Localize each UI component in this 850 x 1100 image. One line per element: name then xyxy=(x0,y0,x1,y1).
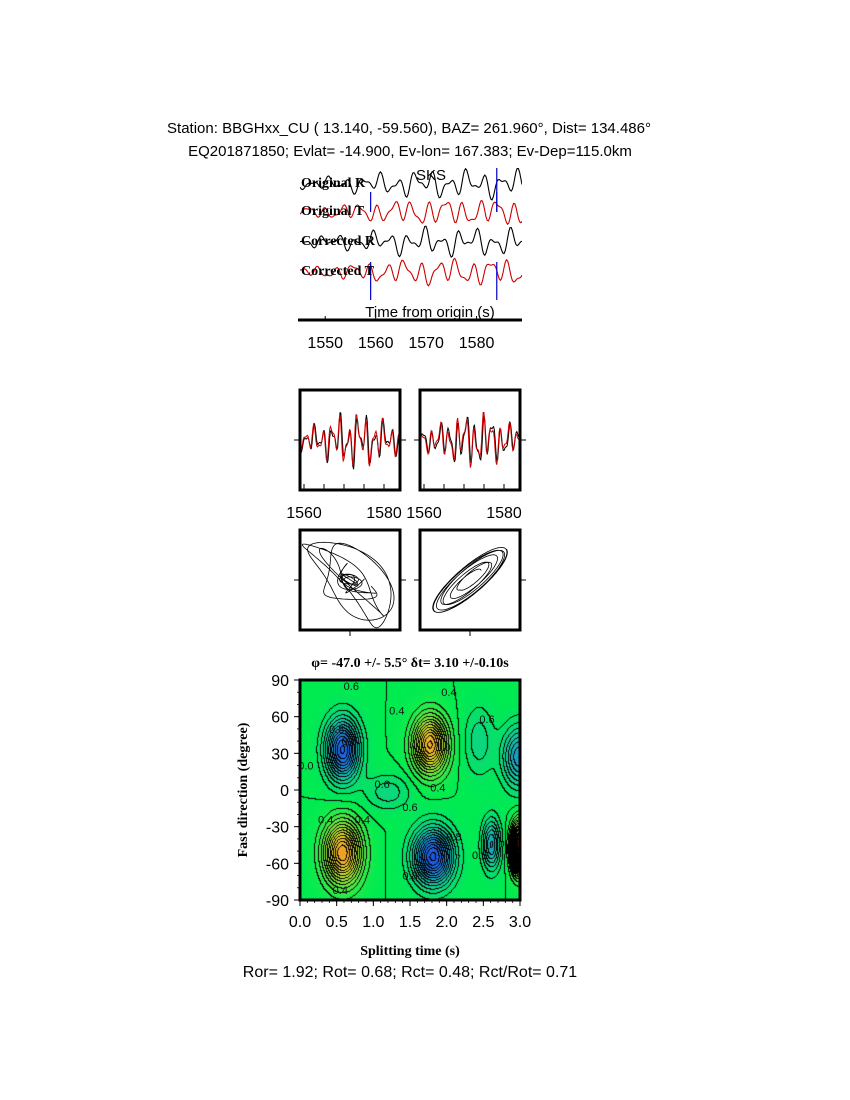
phase-label: SKS xyxy=(415,167,447,184)
x-tick-label: 1550 xyxy=(307,335,344,352)
splitting-y-label: Fast direction (degree) xyxy=(236,722,251,858)
contour-label: 0.0 xyxy=(298,760,314,773)
contour-label: 0.6 xyxy=(472,849,488,862)
seismogram-x-label: Time from origin (s) xyxy=(365,304,495,321)
x-tick-label: 1.5 xyxy=(398,914,422,931)
y-tick-label: -60 xyxy=(265,856,289,874)
contour-label: 0.8 xyxy=(329,723,345,736)
y-tick-label: 90 xyxy=(271,673,289,690)
x-tick-label: 1560 xyxy=(286,505,322,522)
y-tick-label: -90 xyxy=(265,893,289,910)
trace-label: Corrected T xyxy=(301,264,374,279)
x-tick-label: 1580 xyxy=(486,505,522,522)
x-tick-label: 1580 xyxy=(458,335,495,352)
y-tick-label: 0 xyxy=(280,783,289,800)
contour-label: 0.8 xyxy=(402,870,418,883)
waveform-trace xyxy=(420,415,520,463)
x-tick-label: 3.0 xyxy=(508,914,532,931)
station-info: Station: BBGHxx_CU ( 13.140, -59.560), BAZ= 261.960°, Dist= 134.486° xyxy=(167,120,651,137)
splitting-result-title: φ= -47.0 +/- 5.5° δt= 3.10 +/-0.10s xyxy=(311,656,509,671)
contour-label: 1.0 xyxy=(435,742,451,755)
x-tick-label: 1560 xyxy=(357,335,394,352)
x-tick-label: 2.0 xyxy=(435,914,458,931)
trace-label: Corrected R xyxy=(301,234,375,249)
contour-label: 0.4 xyxy=(354,814,370,827)
contour-label: 0.6 xyxy=(479,714,495,727)
splitting-grid xyxy=(236,673,531,959)
event-info: EQ201871850; Evlat= -14.900, Ev-lon= 167.383; Ev-Dep=115.0km xyxy=(188,143,632,160)
waveform-trace xyxy=(300,415,400,466)
trace-label: Original R xyxy=(301,176,366,191)
contour-label: 0.8 xyxy=(341,736,357,749)
x-tick-label: 1580 xyxy=(366,505,402,522)
seismogram-panel xyxy=(298,167,522,352)
ratio-summary: Ror= 1.92; Rot= 0.68; Rct= 0.48; Rct/Rot= 0.71 xyxy=(242,964,578,981)
particle-motion-path xyxy=(302,542,394,628)
contour-label: 0.4 xyxy=(332,885,348,898)
x-tick-label: 1570 xyxy=(408,335,444,352)
waveform-panel-right xyxy=(406,390,526,522)
contour-label: 0.6 xyxy=(402,802,418,815)
waveform-trace xyxy=(420,412,520,467)
particle-motion-path xyxy=(433,547,508,612)
particle-motion-right xyxy=(414,530,526,636)
x-tick-label: 1.0 xyxy=(362,914,385,931)
splitting-x-label: Splitting time (s) xyxy=(360,944,460,959)
y-tick-label: -30 xyxy=(265,819,289,837)
x-tick-label: 0.5 xyxy=(325,914,348,931)
contour-label: 0.4 xyxy=(389,705,405,718)
contour-label: 0.6 xyxy=(374,778,390,791)
contour-label: 0.6 xyxy=(343,681,359,694)
trace-label: Original T xyxy=(301,204,365,219)
x-tick-label: 1560 xyxy=(406,505,442,522)
contour-label: 0.4 xyxy=(318,814,334,827)
x-tick-label: 0.0 xyxy=(288,914,312,931)
contour-label: 0.4 xyxy=(441,687,457,700)
waveform-panel-left xyxy=(286,390,406,522)
energy-heatmap xyxy=(300,680,520,900)
contour-label: 0.4 xyxy=(430,782,446,795)
y-tick-label: 60 xyxy=(271,709,289,727)
particle-motion-left xyxy=(294,530,406,636)
x-tick-label: 2.5 xyxy=(472,914,495,931)
y-tick-label: 30 xyxy=(271,746,289,764)
contour-label: 0.8 xyxy=(446,831,462,844)
